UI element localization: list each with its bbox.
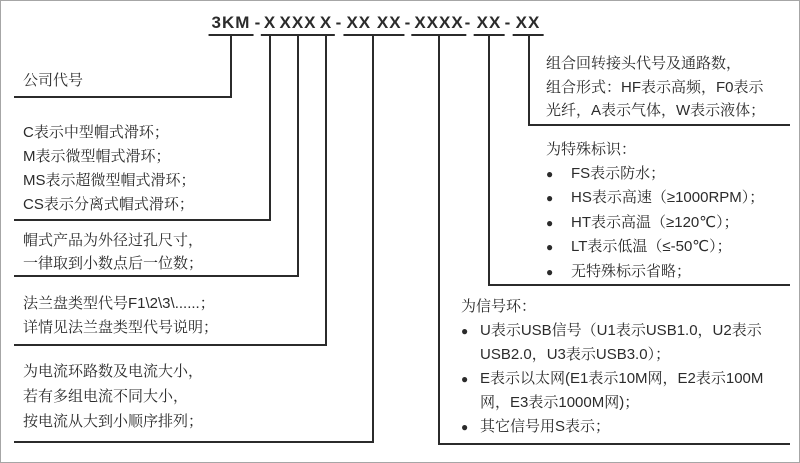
text-line: 帽式产品为外径过孔尺寸，	[23, 232, 204, 249]
text-line: 法兰盘类型代号F1\2\3\......；	[23, 295, 215, 312]
text-line: MS表示超微型帽式滑环；	[23, 172, 196, 189]
text-line: C表示中型帽式滑环；	[23, 124, 169, 141]
list-item	[461, 319, 763, 344]
list-item-text: USB2.0，U3表示USB3.0）；	[480, 346, 671, 363]
list-item	[461, 415, 763, 440]
lead-line-company-vertical	[230, 36, 232, 98]
list-item-text: FS表示防水；	[571, 164, 666, 182]
text-line: 组合形式：HF表示高频，F0表示	[546, 78, 764, 96]
list-item	[546, 162, 764, 187]
signal-ring-heading: 为信号环：	[461, 298, 537, 315]
lead-line-current-horizontal	[14, 441, 374, 443]
bullet-icon: ●	[546, 240, 554, 254]
bullet-icon: ●	[546, 191, 554, 205]
text-line: 组合回转接头代号及通路数，	[546, 55, 742, 72]
list-item	[546, 235, 764, 260]
list-item-continuation	[461, 343, 763, 367]
list-item	[461, 367, 763, 392]
list-item-text: HT表示高温（≥120℃）；	[571, 213, 739, 231]
text-line: 光纤，A表示气体，W表示液体；	[546, 102, 766, 119]
lead-line-rotary-horizontal	[528, 124, 790, 126]
model-segment-special: XX	[474, 13, 505, 36]
list-item-text: E表示以太网(E1表示10M网，E2表示100M	[480, 369, 764, 387]
list-item-text: U表示USB信号（U1表示USB1.0，U2表示	[480, 321, 762, 339]
rotary-joint-block	[546, 52, 765, 123]
lead-line-signal-horizontal	[438, 443, 790, 445]
lead-line-special-horizontal	[488, 284, 790, 286]
list-item-text: 无特殊标示省略；	[571, 262, 692, 280]
lead-line-special-vertical	[488, 36, 490, 286]
cap-size-block	[23, 229, 203, 275]
text-line: 为电流环路数及电流大小，	[23, 363, 204, 380]
flange-block	[23, 292, 218, 340]
lead-line-cap-type-vertical	[269, 36, 271, 221]
lead-line-signal-vertical	[438, 36, 440, 445]
bullet-icon: ●	[546, 166, 554, 181]
signal-ring-block	[461, 295, 763, 439]
list-item-text: 其它信号用S表示；	[480, 417, 611, 435]
lead-line-company-horizontal	[14, 96, 232, 98]
bullet-icon: ●	[461, 419, 469, 434]
model-separator: -	[254, 13, 262, 32]
model-separator: -	[464, 13, 472, 32]
special-mark-block	[546, 138, 764, 284]
lead-line-flange-vertical	[325, 36, 327, 346]
text-line: 详情见法兰盘类型代号说明；	[23, 319, 219, 336]
model-segment-current: XX XX	[343, 13, 404, 36]
list-item-continuation	[461, 391, 763, 415]
list-item	[546, 186, 764, 211]
text-line: 若有多组电流不同大小，	[23, 388, 189, 405]
model-segment-flange: X	[317, 13, 335, 36]
bullet-icon: ●	[546, 264, 554, 279]
lead-line-cap-size-vertical	[297, 36, 299, 277]
text-line: 一律取到小数点后一位数；	[23, 255, 204, 272]
list-item-text: HS表示高速（≥1000RPM）；	[571, 189, 765, 206]
lead-line-cap-type-horizontal	[14, 219, 271, 221]
model-segment-company: 3KM	[209, 13, 254, 36]
special-mark-heading: 为特殊标识：	[546, 141, 637, 158]
model-segment-signal: XXXX	[411, 13, 466, 36]
lead-line-rotary-vertical	[528, 36, 530, 126]
bullet-icon: ●	[461, 371, 469, 386]
text-line: M表示微型帽式滑环；	[23, 148, 171, 165]
company-code-label: 公司代号	[23, 72, 84, 89]
list-item	[546, 211, 764, 236]
lead-line-current-vertical	[372, 36, 374, 443]
list-item-text: 网，E3表示1000M网)；	[480, 394, 640, 411]
model-segment-type: X	[261, 13, 279, 36]
model-separator: -	[335, 13, 343, 32]
model-segment-diameter: XXX	[276, 13, 319, 36]
bullet-icon: ●	[461, 323, 469, 338]
lead-line-cap-size-horizontal	[14, 275, 299, 277]
model-segment-rotary: XX	[513, 13, 544, 36]
text-line: 按电流从大到小顺序排列；	[23, 413, 204, 430]
model-separator: -	[504, 13, 512, 32]
model-separator: -	[404, 13, 412, 32]
company-code-block	[23, 69, 83, 92]
bullet-icon: ●	[546, 215, 554, 230]
text-line: CS表示分离式帽式滑环；	[23, 196, 194, 213]
cap-type-block	[23, 121, 196, 217]
lead-line-flange-horizontal	[14, 344, 327, 346]
list-item-text: LT表示低温（≤-50℃）；	[571, 238, 732, 255]
current-block	[23, 359, 203, 434]
list-item	[546, 260, 764, 285]
